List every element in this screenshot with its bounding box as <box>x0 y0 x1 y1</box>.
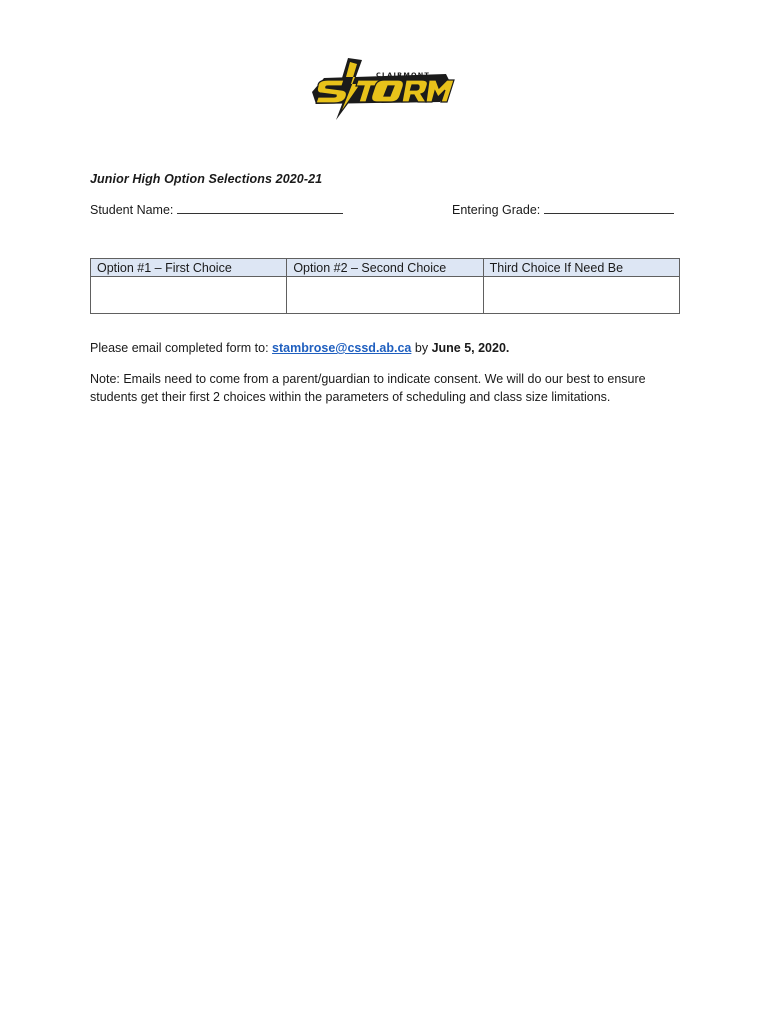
option-2-cell[interactable] <box>287 277 483 314</box>
student-name-label: Student Name: <box>90 203 174 217</box>
entering-grade-blank[interactable] <box>544 201 674 214</box>
entering-grade-field[interactable] <box>452 201 674 217</box>
table-row <box>91 277 680 314</box>
document-title: Junior High Option Selections 2020-21 <box>90 172 323 186</box>
email-link[interactable]: stambrose@cssd.ab.ca <box>272 341 412 355</box>
deadline-date: June 5, 2020. <box>431 341 510 355</box>
header-option-1: Option #1 – First Choice <box>91 259 287 277</box>
option-3-cell[interactable] <box>483 277 679 314</box>
header-option-2: Option #2 – Second Choice <box>287 259 483 277</box>
email-prefix: Please email completed form to: <box>90 341 269 355</box>
option-selection-table <box>90 258 680 314</box>
by-text: by <box>414 341 429 355</box>
consent-note: Note: Emails need to come from a parent/guardian to indicate consent. We will do our best to ensure students get their first 2 choices within the parameters of scheduling and class size limitations. <box>90 372 646 404</box>
email-instruction <box>90 341 509 355</box>
student-name-field[interactable] <box>90 201 343 217</box>
header-option-3: Third Choice If Need Be <box>483 259 679 277</box>
entering-grade-label: Entering Grade: <box>452 203 541 217</box>
option-1-cell[interactable] <box>91 277 287 314</box>
table-header-row <box>91 259 680 277</box>
storm-logo <box>306 56 456 122</box>
svg-text:CLAIRMONT: CLAIRMONT <box>376 71 431 79</box>
student-name-blank[interactable] <box>177 201 343 214</box>
